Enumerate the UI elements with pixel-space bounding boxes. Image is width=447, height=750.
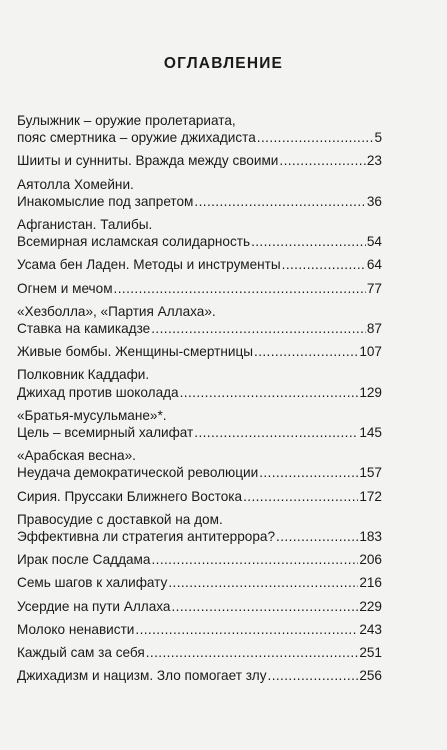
toc-entry [17,407,382,441]
toc-entry [17,447,382,481]
toc-entry-title-line: Инакомыслие под запретом [17,193,194,209]
toc-entry-row [17,574,382,591]
toc-entry [17,551,382,568]
toc-entry-row [17,256,382,273]
dot-leader [243,488,358,505]
toc-entry-title-line: Аятолла Хомейни. [17,176,134,192]
toc-entry-title-line: Молоко ненависти [17,621,135,637]
toc-page-number: 172 [359,488,382,504]
toc-entry-row [17,528,382,545]
toc-entry [17,256,382,273]
dot-leader [135,621,358,638]
toc-entry-title-line: Эффективна ли стратегия антитеррора? [17,529,276,545]
toc-entry [17,152,382,169]
toc-page-number: 229 [359,598,382,614]
toc-entry-row [17,320,382,337]
toc-entry-title-line: Афганистан. Талибы. [17,217,153,233]
toc-page-number: 5 [374,130,382,146]
dot-leader [180,384,359,401]
toc-page-number: 23 [366,153,382,169]
toc-entry-title-line: Полковник Каддафи. [17,367,150,383]
toc-entry-row [17,384,382,401]
toc-entry [17,574,382,591]
dot-leader [114,280,366,297]
toc-entry-title-line: «Хезболла», «Партия Аллаха». [17,303,216,319]
toc-entry-row [17,551,382,568]
toc-page-number: 36 [366,193,382,209]
dot-leader [257,129,374,146]
toc-entry [17,176,382,210]
toc-entry-title-line: Джихадизм и нацизм. Зло помогает злу [17,668,267,684]
table-of-contents [17,112,382,690]
toc-page-number: 206 [359,552,382,568]
toc-entry-title-line: Сирия. Пруссаки Ближнего Востока [17,488,243,504]
toc-entry-row [17,280,382,297]
toc-entry-title-line: Всемирная исламская солидарность [17,234,251,250]
toc-page-number: 129 [359,384,382,400]
dot-leader [251,233,366,250]
toc-entry-row [17,152,382,169]
toc-page-number: 183 [359,529,382,545]
toc-entry-title-line: Шииты и сунниты. Вражда между своими [17,153,279,169]
toc-entry [17,598,382,615]
dot-leader [282,256,366,273]
toc-entry-title-line: Семь шагов к халифату [17,575,168,591]
page-title: ОГЛАВЛЕНИЕ [163,55,284,72]
toc-entry-row [17,424,382,441]
toc-page-number: 243 [359,621,382,637]
dot-leader [151,320,366,337]
toc-entry-row [17,233,382,250]
dot-leader [279,152,365,169]
dot-leader [268,667,359,684]
toc-page-number: 157 [359,465,382,481]
toc-entry-title-line: «Братья-мусульмане»*. [17,407,167,423]
toc-entry-row [17,621,382,638]
toc-page-number: 251 [359,645,382,661]
toc-entry-title-line: пояс смертника – оружие джихадиста [17,130,256,146]
toc-entry-title-line: Джихад против шоколада [17,384,179,400]
toc-entry-title-line: Огнем и мечом [17,280,113,296]
toc-entry-title-line: Ставка на камикадзе [17,321,151,337]
toc-page-number: 107 [359,344,382,360]
toc-entry-title-line: Ирак после Саддама [17,552,151,568]
toc-entry-row [17,644,382,661]
dot-leader [151,551,358,568]
toc-entry [17,343,382,360]
toc-entry [17,667,382,684]
toc-page-number: 87 [366,321,382,337]
toc-entry-title-line: Правосудие с доставкой на дом. [17,511,223,527]
dot-leader [172,598,359,615]
dot-leader [146,644,359,661]
toc-entry-row [17,129,382,146]
toc-entry-title-line: Усама бен Ладен. Методы и инструменты [17,257,281,273]
dot-leader [194,193,365,210]
toc-page-number: 54 [366,234,382,250]
toc-entry-row [17,343,382,360]
toc-entry [17,112,382,146]
dot-leader [168,574,358,591]
toc-page-number: 145 [359,425,382,441]
toc-entry [17,366,382,400]
toc-page-number: 64 [366,257,382,273]
toc-page-number: 216 [359,575,382,591]
toc-entry [17,488,382,505]
dot-leader [259,464,358,481]
toc-entry-row [17,193,382,210]
toc-entry [17,644,382,661]
toc-entry-row [17,488,382,505]
toc-page-number: 77 [366,280,382,296]
toc-entry-title-line: Живые бомбы. Женщины-смертницы [17,344,254,360]
dot-leader [276,528,358,545]
toc-entry [17,621,382,638]
toc-entry-title-line: Каждый сам за себя [17,645,145,661]
toc-entry-row [17,598,382,615]
toc-entry-title-line: Усердие на пути Аллаха [17,598,171,614]
toc-entry [17,216,382,250]
toc-entry-row [17,667,382,684]
toc-entry [17,511,382,545]
toc-entry-title-line: Булыжник – оружие пролетариата, [17,113,236,128]
toc-entry-row [17,464,382,481]
toc-page-number: 256 [359,668,382,684]
toc-entry [17,303,382,337]
dot-leader [194,424,358,441]
dot-leader [254,343,358,360]
toc-entry-title-line: Цель – всемирный халифат [17,425,194,441]
toc-entry-title-line: «Арабская весна». [17,448,136,464]
toc-entry [17,280,382,297]
toc-entry-title-line: Неудача демократической революции [17,465,259,481]
